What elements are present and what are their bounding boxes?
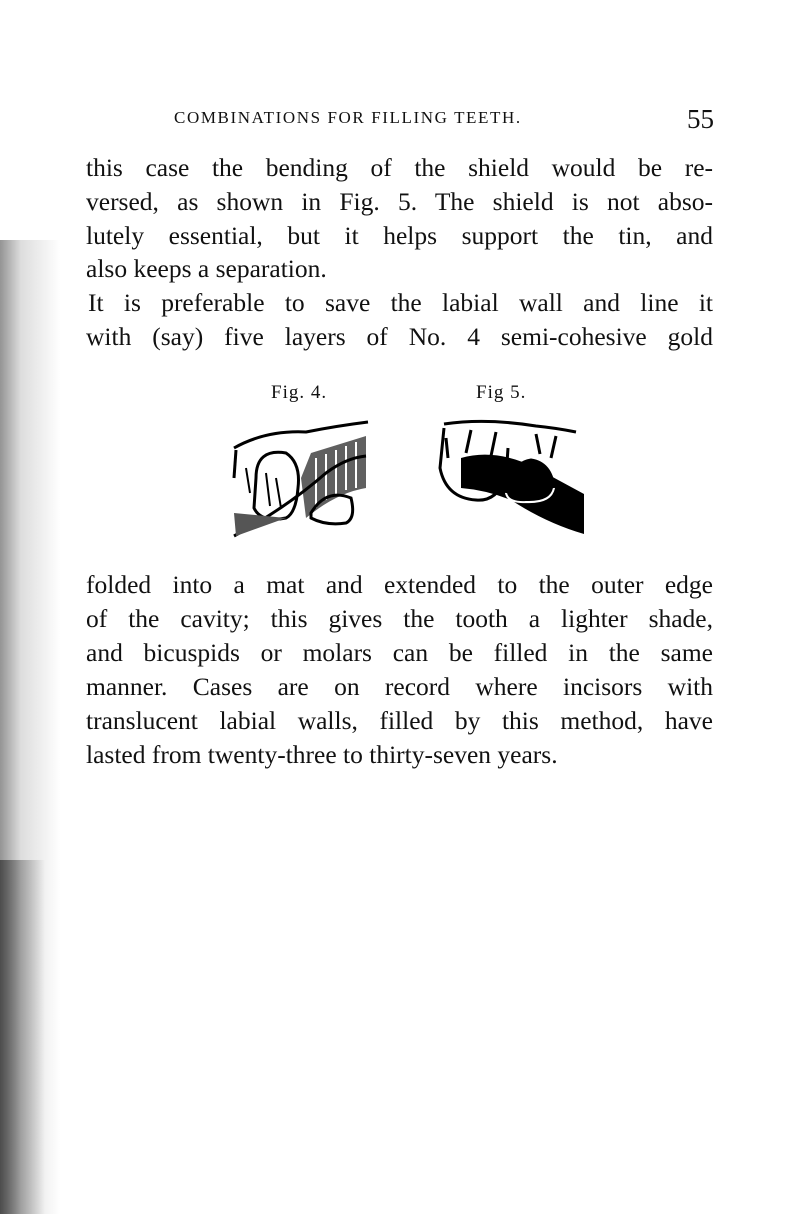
text-line: manner. Cases are on record where incisors with (86, 672, 713, 701)
text-line: this case the bending of the shield would be re- (86, 153, 713, 182)
text-line: of the cavity; this gives the tooth a lighter shade, (86, 604, 713, 633)
scan-edge-shadow (0, 860, 45, 1214)
text-line: and bicuspids or molars can be filled in the same (86, 638, 713, 667)
running-title: COMBINATIONS FOR FILLING TEETH. (174, 108, 522, 127)
text-line: folded into a mat and extended to the outer edge (86, 570, 713, 599)
page-number: 55 (687, 104, 714, 134)
text-line: lutely essential, but it helps support the tin, and (86, 221, 713, 250)
text-line: with (say) five layers of No. 4 semi-cohesive gold (86, 322, 713, 351)
text-line: also keeps a separation. (86, 254, 327, 283)
page-header (86, 104, 714, 134)
figure-5-illustration (436, 418, 586, 538)
text-line: versed, as shown in Fig. 5. The shield is not abso- (86, 187, 713, 216)
figure-4-illustration (226, 418, 376, 538)
figure-caption: Fig 5. (476, 382, 527, 403)
figure-caption: Fig. 4. (271, 382, 328, 403)
text-line: translucent labial walls, filled by this method, have (86, 706, 713, 735)
text-line: It is preferable to save the labial wall and line it (88, 288, 713, 317)
text-line: lasted from twenty-three to thirty-seven years. (86, 740, 558, 769)
